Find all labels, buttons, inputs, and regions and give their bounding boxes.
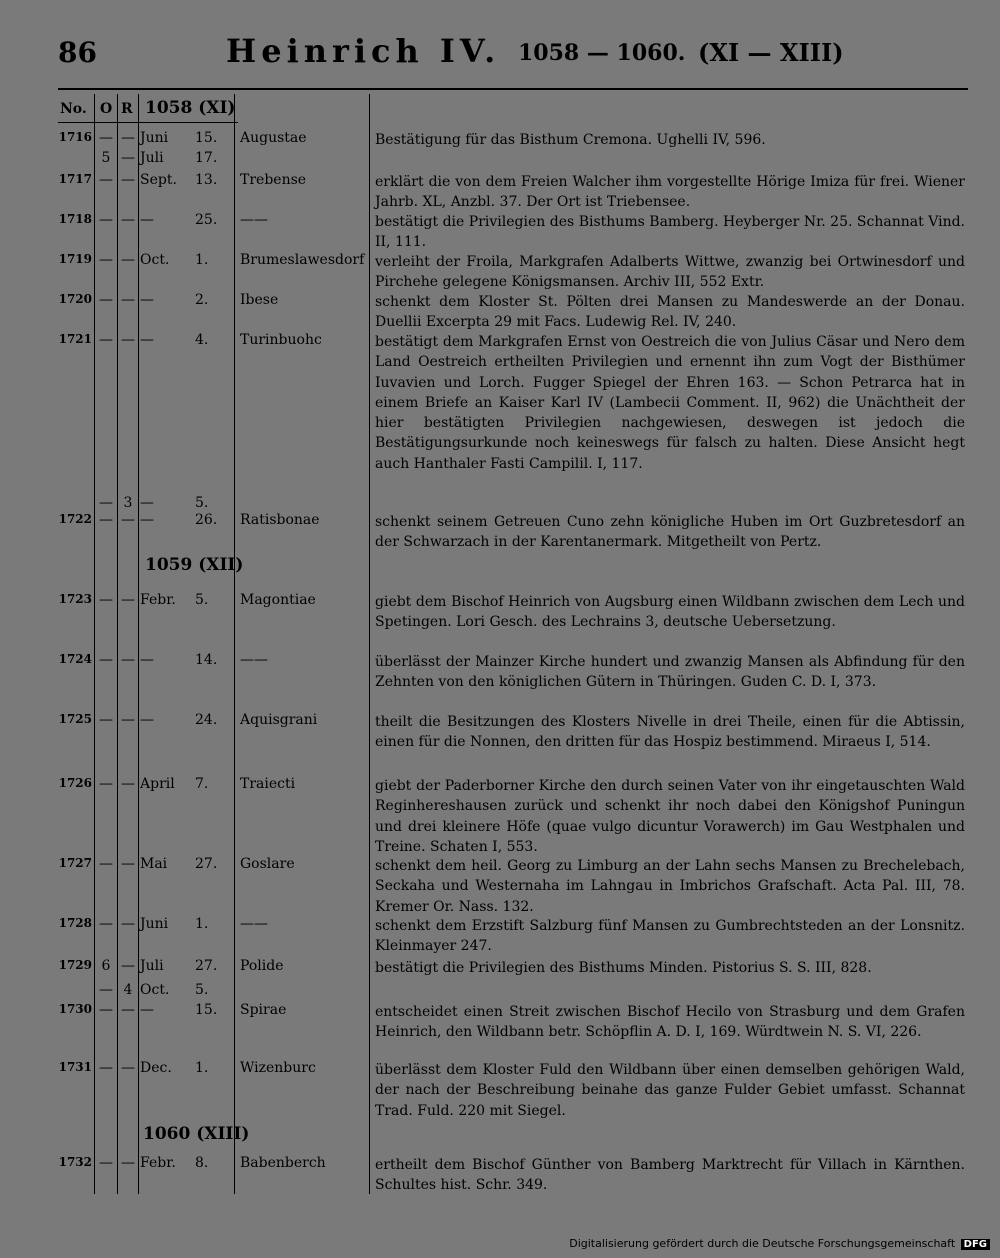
entry-place: Traiecti — [240, 776, 296, 792]
dfg-logo: DFG — [961, 1239, 990, 1250]
entry-month: Juni — [140, 916, 169, 932]
r-marker: — — [121, 1060, 135, 1076]
page-number: 86 — [58, 36, 97, 69]
entry-number: 1718 — [58, 212, 92, 226]
column-rule-place — [234, 94, 235, 1194]
entry-number: 1727 — [58, 856, 92, 870]
entry-number: 1721 — [58, 332, 92, 346]
entry-place: Ratisbonae — [240, 512, 320, 528]
entry-text: überlässt der Mainzer Kirche hundert und zwanzig Mansen als Abfindung für den Zehnten von den königlichen Gütern in Thüringen. Guden C. D. I, 373. — [375, 654, 965, 691]
r-marker: — — [121, 1002, 135, 1018]
o-marker: — — [99, 1155, 113, 1171]
footer-text: Digitalisierung gefördert durch die Deutsche Forschungsgemeinschaft — [569, 1237, 956, 1250]
entry-place: Turinbuohc — [240, 332, 322, 348]
entry-place: —— — [240, 652, 268, 668]
entry-month: — — [140, 1002, 154, 1018]
entry-month: Sept. — [140, 172, 177, 188]
r-marker: — — [121, 212, 135, 228]
entry-text: schenkt dem Kloster St. Pölten drei Mansen zu Mandeswerde an der Donau. Duellii Excerpta 29 mit Facs. Ludewig Rel. IV, 240. — [375, 294, 965, 331]
o-marker: — — [99, 1060, 113, 1076]
entry-month: Juli — [140, 958, 164, 974]
column-header-o: O — [100, 101, 113, 117]
r-marker: — — [121, 150, 135, 166]
r-marker: — — [121, 958, 135, 974]
o-marker: — — [99, 916, 113, 932]
o-marker: — — [99, 982, 113, 998]
entry-place: Babenberch — [240, 1155, 326, 1171]
entry-day: 5. — [195, 495, 209, 511]
column-rule-text — [369, 94, 370, 1194]
entry-month: — — [140, 292, 154, 308]
r-marker: 4 — [123, 982, 133, 998]
entry-text: schenkt seinem Getreuen Cuno zehn königliche Huben im Ort Guzbretesdorf an der Schwarzach in der Karentanermark. Mitgetheilt von Pertz. — [375, 514, 965, 551]
o-marker: — — [99, 1002, 113, 1018]
entry-place: Magontiae — [240, 592, 316, 608]
entry-text: bestätigt die Privilegien des Bisthums Bamberg. Heyberger Nr. 25. Schannat Vind. II, 111. — [375, 214, 965, 251]
entry-day: 15. — [195, 130, 218, 146]
entry-number: 1724 — [58, 652, 92, 666]
entry-day: 7. — [195, 776, 209, 792]
entry-day: 1. — [195, 252, 209, 268]
entry-text: giebt der Paderborner Kirche den durch seinen Vater von ihr eingetauschten Wald Reginhereshausen zurück und schenkt ihr noch dabei den Königshof Puningun und drei kleinere Höfe (quae vulgo dicuntur Vorawerch) im Gau Westphalen und Treine. Schaten I, 553. — [375, 778, 965, 855]
entry-text: überlässt dem Kloster Fuld den Wildbann über einen demselben gehörigen Wald, der nach der Beschreibung beinahe das ganze Fulder Gebiet umfasst. Schannat Trad. Fuld. 220 mit Siegel. — [375, 1062, 965, 1119]
r-marker: — — [121, 652, 135, 668]
r-marker: — — [121, 1155, 135, 1171]
entry-number: 1723 — [58, 592, 92, 606]
entry-number: 1719 — [58, 252, 92, 266]
entry-text: theilt die Besitzungen des Klosters Nivelle in drei Theile, einen für die Abtissin, einen für die Nonnen, den dritten für das Hospiz bestimmend. Miraeus I, 514. — [375, 714, 965, 751]
entry-place: —— — [240, 916, 268, 932]
entry-month: Oct. — [140, 982, 170, 998]
entry-month: Juni — [140, 130, 169, 146]
entry-day: 1. — [195, 1060, 209, 1076]
entry-day: 1. — [195, 916, 209, 932]
entry-month: Oct. — [140, 252, 170, 268]
entry-number: 1722 — [58, 512, 92, 526]
entry-number: 1730 — [58, 1002, 92, 1016]
entry-place: Brumeslawesdorf — [240, 252, 365, 268]
entry-text: schenkt dem Erzstift Salzburg fünf Mansen zu Gumbrechtsteden an der Lonsnitz. Kleinmayer 247. — [375, 918, 965, 955]
o-marker: — — [99, 776, 113, 792]
r-marker: — — [121, 332, 135, 348]
entry-place: Augustae — [240, 130, 307, 146]
r-marker: — — [121, 252, 135, 268]
entry-number: 1731 — [58, 1060, 92, 1074]
entry-month: Juli — [140, 150, 164, 166]
r-marker: — — [121, 916, 135, 932]
entry-place: Polide — [240, 958, 284, 974]
entry-text: bestätigt die Privilegien des Bisthums Minden. Pistorius S. S. III, 828. — [375, 960, 872, 976]
entry-place: Wizenburc — [240, 1060, 316, 1076]
entry-month: — — [140, 652, 154, 668]
entry-place: Ibese — [240, 292, 279, 308]
footer-credit — [569, 1237, 990, 1250]
o-marker: — — [99, 292, 113, 308]
entry-number: 1725 — [58, 712, 92, 726]
entry-number: 1720 — [58, 292, 92, 306]
r-marker: — — [121, 512, 135, 528]
page-title: Heinrich IV. — [226, 32, 501, 70]
r-marker: — — [121, 130, 135, 146]
year-heading: 1060 (XIII) — [143, 1124, 250, 1144]
entry-place: Goslare — [240, 856, 295, 872]
entry-day: 2. — [195, 292, 209, 308]
entry-text: ertheilt dem Bischof Günther von Bamberg Marktrecht für Villach in Kärnthen. Schultes hist. Schr. 349. — [375, 1157, 965, 1194]
entry-text: bestätigt dem Markgrafen Ernst von Oestreich die von Julius Cäsar und Nero dem Land Oestreich ertheilten Privilegien und ernennt ihn zum Vogt der Bisthümer Iuvavien und Lorch. Fugger Spiegel der Ehren 163. — Schon Petrarca hat in einem Briefe an Kaiser Karl IV (Lambecii Comment. II, 962) die Unächtheit der hier bestätigten Privilegien nachgewiesen, deswegen ist jedoch die Bestätigungsurkunde noch keineswegs für falsch zu halten. Diese Ansicht hegt auch Hanthaler Fasti Campilil. I, 117. — [375, 334, 965, 472]
entry-month: — — [140, 495, 154, 511]
entry-day: 14. — [195, 652, 218, 668]
column-header-r: R — [121, 101, 133, 117]
entry-text: entscheidet einen Streit zwischen Bischof Hecilo von Strasburg und dem Grafen Heinrich, den Wildbann betr. Schöpflin A. D. I, 169. Würdtwein N. S. VI, 226. — [375, 1004, 965, 1041]
entry-place: —— — [240, 212, 268, 228]
r-marker: 3 — [123, 495, 133, 511]
entry-month: — — [140, 332, 154, 348]
r-marker: — — [121, 856, 135, 872]
entry-month: — — [140, 512, 154, 528]
entry-month: Febr. — [140, 592, 176, 608]
entry-text: erklärt die von dem Freien Walcher ihm vorgestellte Hörige Imiza für frei. Wiener Jahrb. XL, Anzbl. 37. Der Ort ist Triebensee. — [375, 174, 965, 211]
entry-number: 1726 — [58, 776, 92, 790]
entry-place: Aquisgrani — [240, 712, 318, 728]
entry-month: — — [140, 712, 154, 728]
entry-text: schenkt dem heil. Georg zu Limburg an der Lahn sechs Mansen zu Brechelebach, Seckaha und Westernaha im Lahngau in Imbrichos Grafschaft. Acta Pal. III, 78. Kremer Or. Nass. 132. — [375, 858, 965, 915]
o-marker: — — [99, 712, 113, 728]
entry-day: 8. — [195, 1155, 209, 1171]
entry-day: 25. — [195, 212, 218, 228]
o-marker: — — [99, 332, 113, 348]
entry-text: verleiht der Froila, Markgrafen Adalberts Wittwe, zwanzig bei Ortwinesdorf und Pirchehe gelegene Königsmansen. Archiv III, 552 Extr. — [375, 254, 965, 291]
entry-day: 27. — [195, 856, 218, 872]
column-header-rule — [58, 122, 238, 123]
entry-number: 1732 — [58, 1155, 92, 1169]
entry-month: Mai — [140, 856, 168, 872]
entry-day: 5. — [195, 982, 209, 998]
o-marker: — — [99, 252, 113, 268]
column-header-no: No. — [60, 101, 87, 117]
o-marker: — — [99, 592, 113, 608]
page-header — [58, 30, 988, 80]
entry-day: 13. — [195, 172, 218, 188]
entry-day: 15. — [195, 1002, 218, 1018]
column-rule-date — [138, 94, 139, 1194]
entry-text: Bestätigung für das Bisthum Cremona. Ughelli IV, 596. — [375, 132, 766, 148]
r-marker: — — [121, 712, 135, 728]
header-rule — [58, 88, 968, 90]
o-marker: — — [99, 512, 113, 528]
entry-day: 27. — [195, 958, 218, 974]
entry-day: 24. — [195, 712, 218, 728]
entry-month: — — [140, 212, 154, 228]
o-marker: — — [99, 652, 113, 668]
entry-day: 26. — [195, 512, 218, 528]
r-marker: — — [121, 292, 135, 308]
entry-number: 1729 — [58, 958, 92, 972]
regnal-years: (XI — XIII) — [698, 38, 844, 67]
year-heading: 1058 (XI) — [145, 98, 236, 118]
r-marker: — — [121, 776, 135, 792]
r-marker: — — [121, 172, 135, 188]
entry-month: Febr. — [140, 1155, 176, 1171]
year-range: 1058 — 1060. — [518, 40, 686, 66]
entry-day: 5. — [195, 592, 209, 608]
o-marker: — — [99, 130, 113, 146]
o-marker: 5 — [101, 150, 111, 166]
r-marker: — — [121, 592, 135, 608]
entry-day: 4. — [195, 332, 209, 348]
entry-day: 17. — [195, 150, 218, 166]
entry-number: 1728 — [58, 916, 92, 930]
entry-number: 1716 — [58, 130, 92, 144]
entry-place: Spirae — [240, 1002, 287, 1018]
o-marker: 6 — [101, 958, 111, 974]
entry-number: 1717 — [58, 172, 92, 186]
entry-text: giebt dem Bischof Heinrich von Augsburg einen Wildbann zwischen dem Lech und Spetingen. Lori Gesch. des Lechrains 3, deutsche Uebersetzung. — [375, 594, 965, 631]
o-marker: — — [99, 172, 113, 188]
o-marker: — — [99, 212, 113, 228]
entry-place: Trebense — [240, 172, 307, 188]
o-marker: — — [99, 856, 113, 872]
year-heading: 1059 (XII) — [145, 555, 244, 575]
entry-month: April — [140, 776, 175, 792]
entry-month: Dec. — [140, 1060, 172, 1076]
o-marker: — — [99, 495, 113, 511]
